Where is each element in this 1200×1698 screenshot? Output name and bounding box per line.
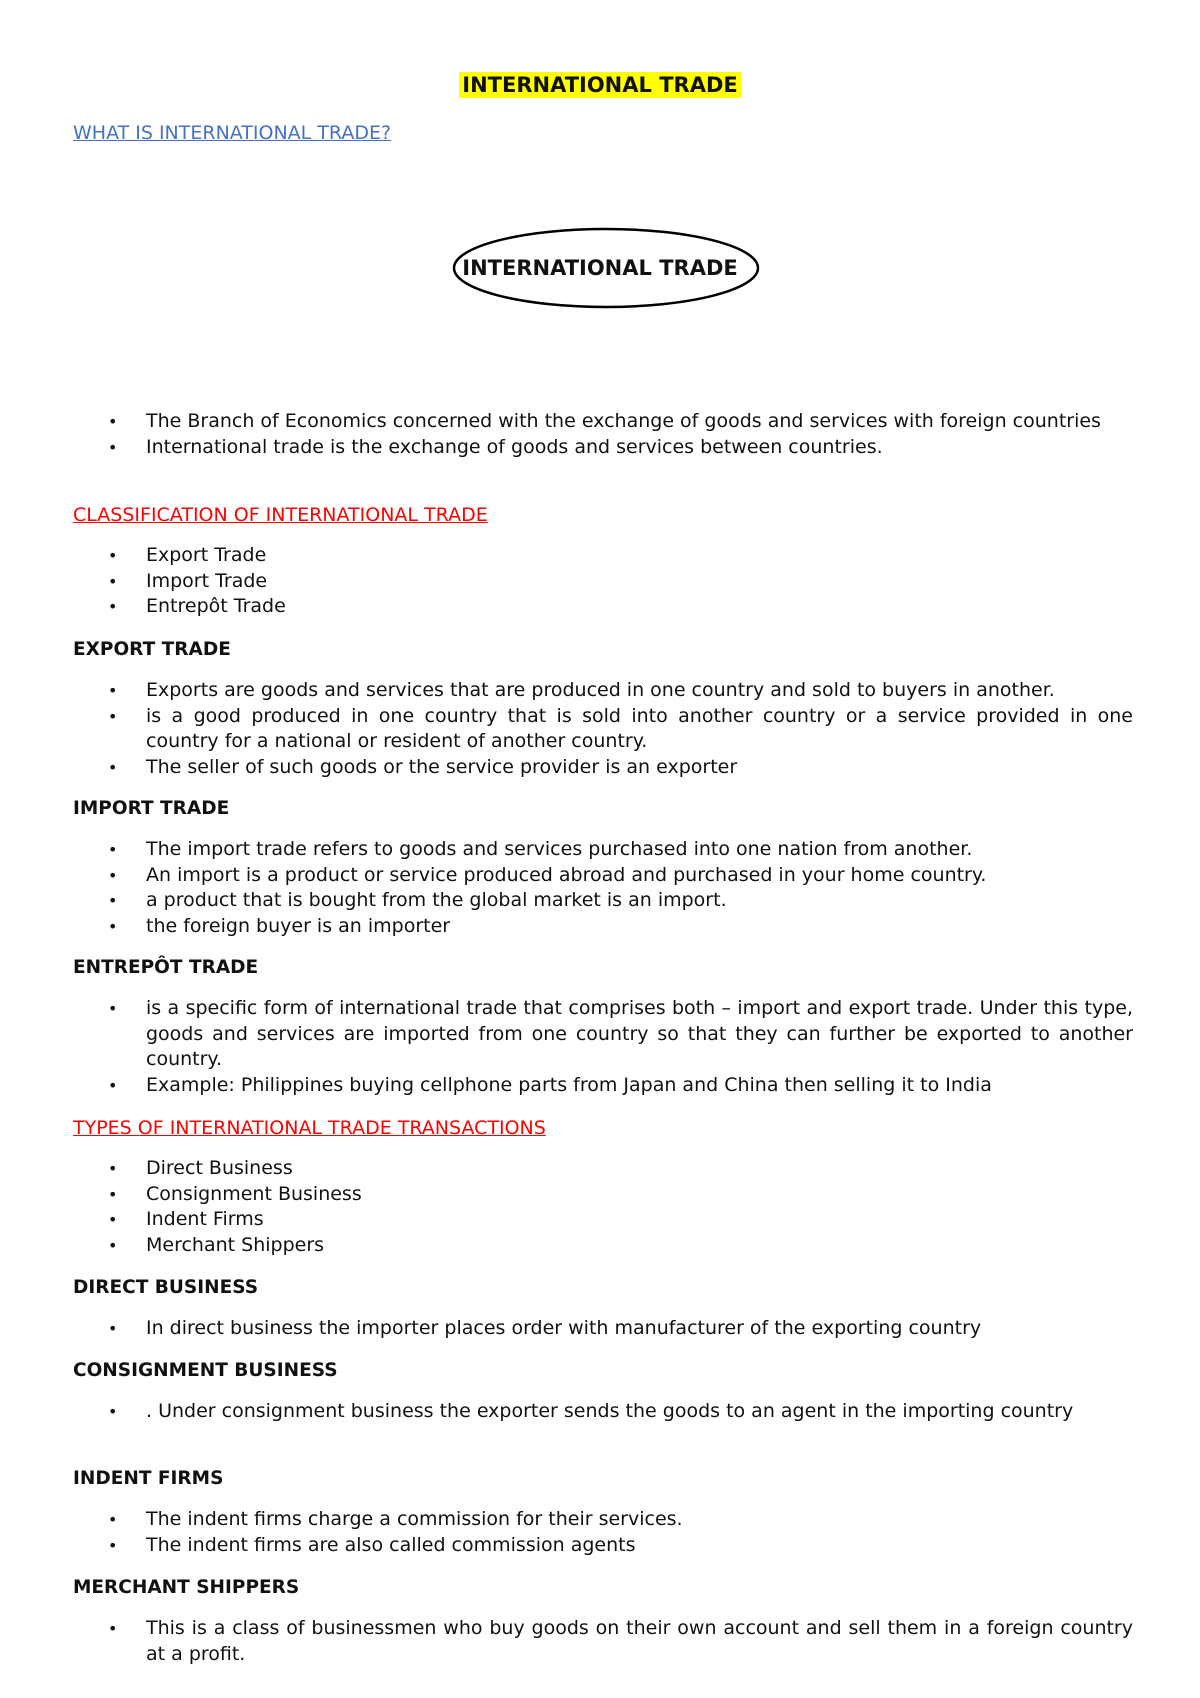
bullet-icon: • [108,840,118,859]
diagram-ellipse [420,224,780,324]
list-item: • . Under consignment business the exporter sends the goods to an agent in the importing country [0,1399,1200,1425]
title-container [0,72,1200,98]
list-item: • Export Trade [0,543,1200,569]
export-list [0,678,1200,780]
section-heading-classification[interactable]: CLASSIFICATION OF INTERNATIONAL TRADE [73,504,488,526]
bullet-icon: • [108,597,118,617]
list-item: • is a good produced in one country that is sold into another country or a service provided in one country for a national or resident of another country. [108,704,1133,753]
section-heading-entrepot: ENTREPÔT TRADE [73,957,259,978]
diagram-label: INTERNATIONAL TRADE [462,256,738,280]
list-item: • This is a class of businessmen who buy goods on their own account and sell them in a foreign country at a profit. [108,1617,1133,1665]
list-item: • a product that is bought from the global market is an import. [0,888,1200,914]
list-item: • Merchant Shippers [0,1233,1200,1259]
bullet-icon: • [108,1535,118,1555]
bullet-icon: • [108,1402,118,1421]
list-item: • The indent firms charge a commission for their services. [0,1507,1200,1533]
bullet-icon: • [108,1210,118,1230]
bullet-icon: • [108,546,118,565]
bullet-icon: • [108,1319,118,1338]
intro-list [0,409,1200,460]
list-item: • Import Trade [0,569,1200,595]
list-item: • Example: Philippines buying cellphone parts from Japan and China then selling it to India [0,1073,1200,1099]
bullet-icon: • [108,412,118,431]
bullet-icon: • [108,1619,118,1638]
list-item: • In direct business the importer places order with manufacturer of the exporting country [0,1316,1200,1342]
list-item: • Consignment Business [0,1182,1200,1208]
list-item: • Exports are goods and services that are produced in one country and sold to buyers in another. [0,678,1200,704]
bullet-icon: • [108,1184,118,1204]
section-heading-merchant: MERCHANT SHIPPERS [73,1577,300,1598]
section-heading-consignment: CONSIGNMENT BUSINESS [73,1360,338,1381]
subtitle-link[interactable]: WHAT IS INTERNATIONAL TRADE? [73,122,392,144]
section-heading-export: EXPORT TRADE [73,639,231,660]
bullet-icon: • [108,437,118,457]
bullet-icon: • [108,916,118,936]
list-item: • The seller of such goods or the service provider is an exporter [0,755,1200,781]
classification-list [0,543,1200,620]
entrepot-list [0,996,1200,1098]
bullet-icon: • [108,865,118,885]
section-heading-indent: INDENT FIRMS [73,1468,224,1489]
bullet-icon: • [108,757,118,777]
import-list [0,837,1200,939]
list-item: • is a specific form of international trade that comprises both – import and export trade. Under this type, goods and services are imported from one country so that they can further be exported to another country. [108,997,1133,1071]
list-item: • Entrepôt Trade [0,594,1200,620]
list-item: • Direct Business [0,1156,1200,1182]
section-heading-import: IMPORT TRADE [73,798,230,819]
section-heading-direct: DIRECT BUSINESS [73,1277,259,1298]
list-item: • the foreign buyer is an importer [0,914,1200,940]
merchant-list [0,1616,1200,1667]
bullet-icon: • [108,1235,118,1255]
bullet-icon: • [108,891,118,911]
list-item: • Indent Firms [0,1207,1200,1233]
consignment-list [0,1399,1200,1425]
bullet-icon: • [108,681,118,700]
bullet-icon: • [108,1159,118,1178]
list-item: • An import is a product or service produced abroad and purchased in your home country. [0,863,1200,889]
bullet-icon: • [108,706,118,726]
bullet-icon: • [108,1510,118,1529]
list-item: • The indent firms are also called commission agents [0,1533,1200,1559]
types-list [0,1156,1200,1258]
list-item: • The Branch of Economics concerned with the exchange of goods and services with foreign countries [0,409,1200,435]
page-title: INTERNATIONAL TRADE [459,72,740,98]
bullet-icon: • [108,999,118,1018]
section-heading-types[interactable]: TYPES OF INTERNATIONAL TRADE TRANSACTIONS [73,1117,546,1139]
indent-list [0,1507,1200,1558]
direct-list [0,1316,1200,1342]
list-item: • The import trade refers to goods and services purchased into one nation from another. [0,837,1200,863]
bullet-icon: • [108,1075,118,1095]
bullet-icon: • [108,571,118,591]
list-item: • International trade is the exchange of goods and services between countries. [0,435,1200,461]
